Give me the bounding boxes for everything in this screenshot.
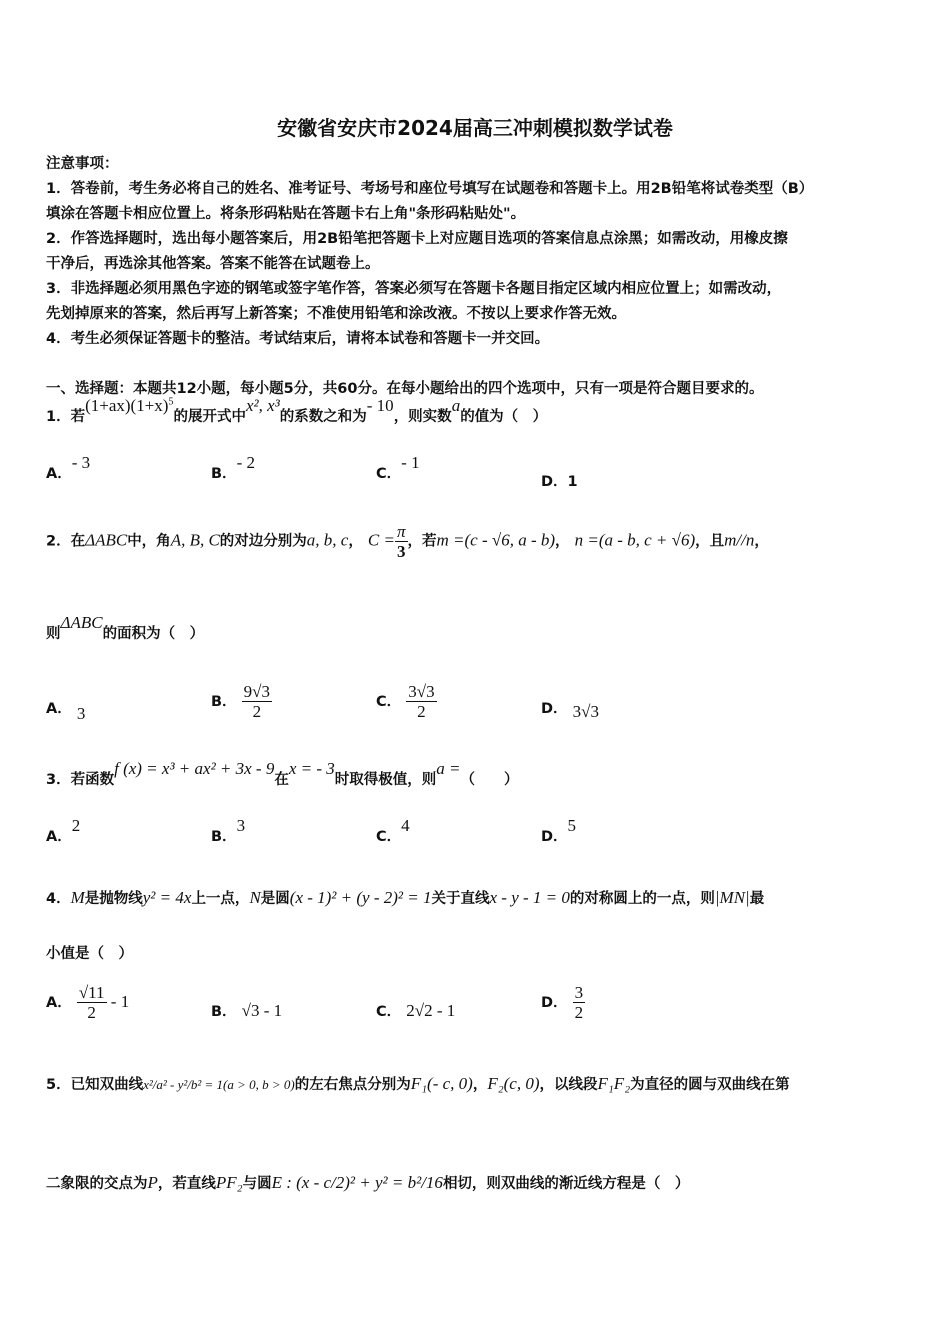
q2-option-c-frac — [406, 682, 436, 721]
q1-option-b[interactable] — [211, 453, 255, 483]
q4-option-b[interactable] — [211, 1000, 282, 1021]
q1-terms: x², x³ — [245, 396, 280, 415]
q4-text-7: 最 — [749, 891, 765, 907]
q2-pi-over-3 — [395, 522, 408, 561]
question-5-cont — [46, 1172, 689, 1193]
q4-text-5: 关于直线 — [431, 891, 490, 907]
q1-text-1: 1．若 — [46, 409, 86, 425]
q2-option-b-den: 2 — [252, 702, 262, 721]
q3-option-d-label: D． — [541, 829, 568, 845]
q1-text-2: 的展开式中 — [173, 409, 246, 425]
q3-text-3: 时取得极值，则 — [334, 772, 437, 788]
q2-text-8: 则 — [46, 626, 61, 642]
q5-F2: F₂(c, 0) — [487, 1074, 540, 1093]
q5-text-2: 的左右焦点分别为 — [294, 1077, 411, 1093]
q1-value: - 10 — [366, 396, 394, 415]
q2-option-a[interactable] — [46, 697, 86, 723]
q1-option-a[interactable] — [46, 453, 91, 483]
q2-option-d[interactable] — [541, 697, 599, 721]
q1-option-c[interactable] — [376, 453, 420, 483]
question-3 — [46, 759, 519, 789]
q2-three: 3 — [396, 542, 406, 561]
q3-option-a-label: A． — [46, 829, 72, 845]
q1-text-3: 的系数之和为 — [279, 409, 367, 425]
q2-option-d-label: D． — [541, 701, 568, 717]
q1-text-5: 的值为（ ） — [460, 409, 548, 425]
q3-x-value: x = - 3 — [288, 759, 335, 778]
section-heading: 一、选择题：本题共12小题，每小题5分，共60分。在每小题给出的四个选项中，只有一项是符合题目要求的。 — [46, 381, 764, 397]
q5-text-6: 二象限的交点为 — [46, 1176, 148, 1192]
notice-item-2a: 2．作答选择题时，选出每小题答案后，用2B铅笔把答题卡上对应题目选项的答案信息点涂黑；如需改动，用橡皮擦 — [46, 231, 788, 247]
q5-text-5: 为直径的圆与双曲线在第 — [630, 1077, 790, 1093]
q2-option-a-value: 3 — [76, 704, 86, 723]
q4-option-d[interactable] — [541, 983, 585, 1022]
q2-parallel: m//n — [724, 530, 755, 550]
question-5 — [46, 1073, 790, 1094]
q4-option-a-num: √11 — [78, 983, 105, 1002]
q2-vector-m: m =(c - √6, a - b) — [436, 530, 556, 550]
q2-text-4: ， — [348, 533, 363, 550]
q3-option-a[interactable] — [46, 816, 81, 846]
q4-text-3: 上一点， — [191, 891, 250, 907]
q4-option-a-frac — [77, 983, 107, 1022]
q2-option-b[interactable] — [211, 682, 272, 721]
q2-option-b-num: 9√3 — [243, 682, 270, 701]
q4-option-a-den: 2 — [87, 1003, 96, 1022]
q2-pi: π — [396, 522, 406, 541]
q4-option-d-num: 3 — [574, 983, 584, 1002]
q4-option-c[interactable] — [376, 1000, 455, 1021]
q2-option-b-frac — [242, 682, 272, 721]
q1-option-c-label: C． — [376, 466, 402, 482]
q3-option-d-value: 5 — [567, 816, 577, 835]
q1-option-b-label: B． — [211, 466, 237, 482]
question-4-cont: 小值是（ ） — [46, 946, 133, 962]
question-4 — [46, 887, 764, 908]
q4-N: N — [249, 888, 261, 907]
q1-option-a-label: A． — [46, 466, 72, 482]
q1-option-d-value: 1 — [567, 474, 578, 490]
q5-P: P — [147, 1173, 158, 1192]
q5-text-8: 与圆 — [242, 1176, 272, 1192]
q1-option-a-value: - 3 — [71, 453, 91, 472]
q2-option-c[interactable] — [376, 682, 437, 721]
q5-text-1: 5．已知双曲线 — [46, 1077, 144, 1093]
q2-option-a-label: A． — [46, 701, 72, 717]
q2-text-1: 2．在 — [46, 533, 86, 550]
q3-option-b-value: 3 — [236, 816, 246, 835]
q3-text-1: 3．若函数 — [46, 772, 115, 788]
question-1 — [46, 396, 548, 426]
q5-circle-E: E : (x - c/2)² + y² = b²/16 — [271, 1173, 443, 1192]
notice-item-4: 4．考生必须保证答题卡的整洁。考试结束后，请将本试卷和答题卡一并交回。 — [46, 331, 550, 347]
q4-text-6: 的对称圆上的一点，则 — [569, 891, 715, 907]
notice-item-1a: 1．答卷前，考生务必将自己的姓名、准考证号、考场号和座位号填写在试题卷和答题卡上。用2B铅笔将试卷类型（B） — [46, 181, 814, 197]
q4-option-d-label: D． — [541, 995, 568, 1011]
q2-text-3: 的对边分别为 — [219, 533, 307, 550]
q5-hyperbola: x²/a² - y²/b² = 1(a > 0, b > 0) — [143, 1077, 295, 1092]
q2-triangle: ΔABC — [85, 530, 128, 550]
notice-heading: 注意事项： — [46, 156, 119, 172]
q4-parabola: y² = 4x — [142, 888, 192, 907]
q3-text-4: （ ） — [460, 772, 519, 788]
q4-option-a-label: A． — [46, 995, 72, 1011]
q3-option-a-value: 2 — [71, 816, 81, 835]
q1-var: a — [451, 396, 461, 415]
q2-text-5: ，若 — [407, 533, 437, 550]
notice-item-2b: 干净后，再选涂其他答案。答案不能答在试题卷上。 — [46, 256, 380, 272]
page-title: 安徽省安庆市2024届高三冲刺模拟数学试卷 — [277, 116, 673, 140]
q2-text-2: 中，角 — [127, 533, 171, 550]
q5-text-3: ， — [472, 1077, 488, 1093]
notice-item-1b: 填涂在答题卡相应位置上。将条形码粘贴在答题卡右上角"条形码粘贴处"。 — [46, 206, 526, 222]
q3-option-c[interactable] — [376, 816, 410, 846]
q1-option-d[interactable] — [541, 470, 578, 491]
q2-option-c-den: 2 — [417, 702, 426, 721]
q4-text-4: 是圆 — [260, 891, 290, 907]
q1-expr-base: (1+ax)(1+x) — [85, 396, 169, 415]
q1-option-d-label: D． — [541, 474, 568, 490]
q4-option-c-value: 2√2 - 1 — [406, 1001, 456, 1020]
q3-option-d[interactable] — [541, 816, 577, 846]
q2-option-c-num: 3√3 — [408, 682, 435, 701]
q4-text-1: 4． — [46, 891, 71, 907]
q3-option-b[interactable] — [211, 816, 246, 846]
q2-angle-c: C = — [367, 530, 395, 550]
q3-option-c-value: 4 — [401, 816, 410, 835]
q2-option-b-label: B． — [211, 694, 237, 710]
q3-option-b-label: B． — [211, 829, 237, 845]
q4-option-a-tail: - 1 — [106, 992, 130, 1011]
q4-option-d-den: 2 — [574, 1003, 584, 1022]
q1-text-4: ，则实数 — [393, 409, 452, 425]
q4-option-b-value: √3 - 1 — [241, 1001, 283, 1020]
q5-PF2: PF₂ — [215, 1173, 243, 1192]
q4-option-b-label: B． — [211, 1004, 237, 1020]
q2-sides: a, b, c — [306, 530, 349, 550]
q5-F1F2: F₁F₂ — [597, 1074, 631, 1093]
q5-text-9: 相切，则双曲线的渐近线方程是（ ） — [442, 1176, 690, 1192]
q1-option-b-value: - 2 — [236, 453, 255, 472]
q4-M: M — [70, 888, 85, 907]
q4-text-2: 是抛物线 — [84, 891, 143, 907]
q3-text-2: 在 — [274, 772, 289, 788]
question-2-cont — [46, 613, 205, 643]
q1-expr-exp: 5 — [168, 396, 174, 408]
q2-text-6: ，且 — [695, 533, 725, 550]
notice-item-3a: 3．非选择题必须用黑色字迹的钢笔或签字笔作答，答案必须写在答题卡各题目指定区域内相应位置上；如需改动， — [46, 281, 782, 297]
q3-option-c-label: C． — [376, 829, 402, 845]
question-2 — [46, 522, 769, 561]
q2-option-d-value: 3√3 — [572, 702, 599, 721]
q3-a: a = — [436, 759, 461, 778]
q5-text-7: ，若直线 — [157, 1176, 216, 1192]
q4-option-d-frac — [573, 983, 586, 1022]
notice-item-3b: 先划掉原来的答案，然后再写上新答案；不准使用铅笔和涂改液。不按以上要求作答无效。 — [46, 306, 626, 322]
q2-triangle-2: ΔABC — [60, 613, 103, 632]
q2-text-9: 的面积为（ ） — [102, 626, 205, 642]
q4-option-a[interactable] — [46, 983, 129, 1022]
q2-option-c-label: C． — [376, 694, 402, 710]
q5-text-4: ，以线段 — [539, 1077, 598, 1093]
q2-angles: A, B, C — [170, 530, 220, 550]
q4-circle: (x - 1)² + (y - 2)² = 1 — [289, 888, 432, 907]
q5-F1: F₁(- c, 0) — [410, 1074, 473, 1093]
q2-vector-n: n =(a - b, c + √6) — [574, 530, 696, 550]
q4-line: x - y - 1 = 0 — [489, 888, 570, 907]
q1-expr — [85, 396, 173, 415]
q4-option-c-label: C． — [376, 1004, 402, 1020]
q4-MN: |MN| — [714, 888, 750, 907]
q2-text-7: ， — [754, 533, 769, 550]
q3-function: f (x) = x³ + ax² + 3x - 9 — [114, 759, 275, 778]
q2-comma: ， — [555, 533, 570, 550]
q1-option-c-value: - 1 — [401, 453, 420, 472]
